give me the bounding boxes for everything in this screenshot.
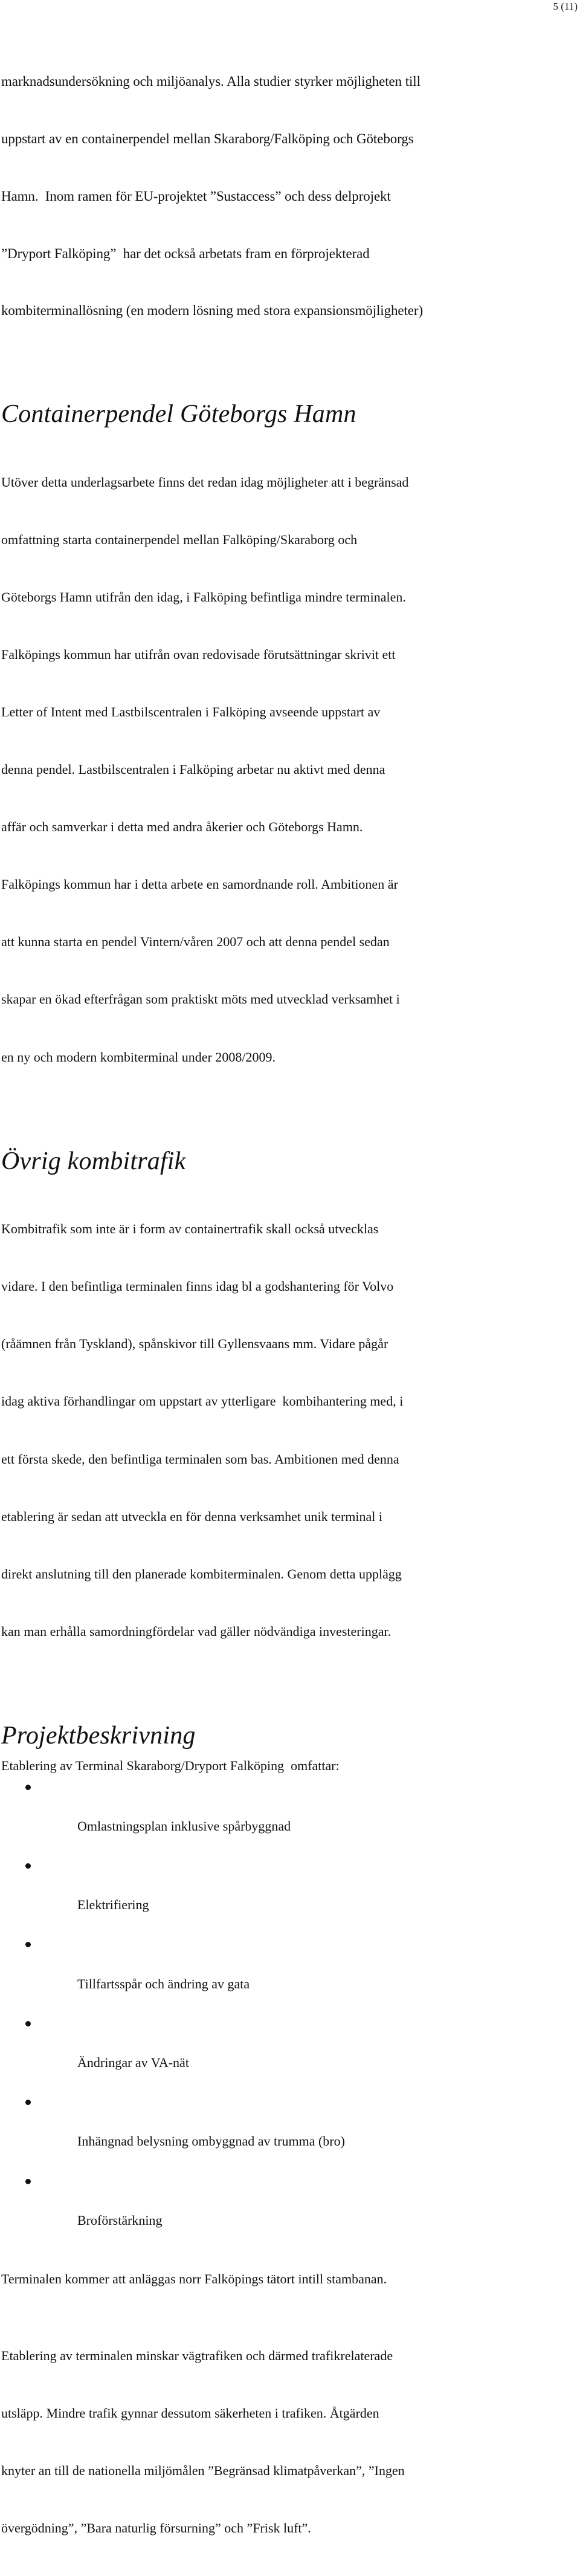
bullet-text: Inhängnad belysning ombyggnad av trumma (bro) (77, 2133, 345, 2149)
spacer (1, 2289, 575, 2308)
bullet-icon (25, 1863, 31, 1869)
paragraph-line: knyter an till de nationella miljömålen ”Begränsad klimatpåverkan”, ”Ingen (1, 2463, 405, 2479)
paragraph-line: Utöver detta underlagsarbete finns det redan idag möjligheter att i begränsad (1, 474, 409, 490)
bullet-item (1, 1856, 575, 1935)
paragraph-line: skapar en ökad efterfrågan som praktiskt möts med utvecklad verksamhet i (1, 991, 400, 1007)
intro-paragraph (1, 34, 575, 358)
bullet-item (1, 2092, 575, 2171)
bullet-item (1, 2014, 575, 2092)
bullet-text: Broförstärkning (77, 2212, 163, 2228)
paragraph-line: att kunna starta en pendel Vintern/våren 2007 och att denna pendel sedan (1, 934, 390, 950)
bullet-icon (25, 2021, 31, 2026)
intro-line: marknadsundersökning och miljöanalys. Alla studier styrker möjligheten till (1, 74, 420, 89)
bullet-text: Elektrifiering (77, 1897, 149, 1913)
paragraph-line: vidare. I den befintliga terminalen finns idag bl a godshantering för Volvo (1, 1279, 394, 1294)
ovrig-paragraph (1, 1181, 575, 1679)
paragraph-line: Göteborgs Hamn utifrån den idag, i Falköping befintliga mindre terminalen. (1, 589, 406, 605)
projekt-intro: Etablering av Terminal Skaraborg/Dryport Falköping omfattar: (1, 1757, 340, 1773)
paragraph-line: en ny och modern kombiterminal under 2008/2009. (1, 1049, 276, 1065)
bullet-text: Omlastningsplan inklusive spårbyggnad (77, 1818, 291, 1834)
environment-paragraph (1, 2308, 575, 2576)
page-number: 5 (11) (553, 1, 578, 12)
paragraph-line: Falköpings kommun har i detta arbete en samordnande roll. Ambitionen är (1, 877, 398, 892)
bullet-item (1, 2172, 575, 2250)
paragraph-line: övergödning”, ”Bara naturlig försurning” och ”Frisk luft”. (1, 2520, 311, 2536)
heading-containerpendel: Containerpendel Göteborgs Hamn (1, 400, 356, 429)
intro-line: kombiterminallösning (en modern lösning med stora expansionsmöjligheter) (1, 303, 424, 319)
bullet-text: Tillfartsspår och ändring av gata (77, 1976, 250, 1991)
bullet-icon (25, 2179, 31, 2184)
intro-line: Hamn. Inom ramen för EU-projektet ”Sustaccess” och dess delprojekt (1, 188, 391, 204)
bullet-icon (25, 1942, 31, 1947)
bullet-icon (25, 1785, 31, 1790)
containerpendel-paragraph (1, 434, 575, 1105)
paragraph-line: kan man erhålla samordningfördelar vad gäller nödvändiga investeringar. (1, 1623, 392, 1639)
spacer (1, 2250, 575, 2269)
intro-line: ”Dryport Falköping” har det också arbetats fram en förprojekterad (1, 245, 370, 261)
paragraph-line: Falköpings kommun har utifrån ovan redovisade förutsättningar skrivit ett (1, 646, 396, 662)
paragraph-line: Kombitrafik som inte är i form av containertrafik skall också utvecklas (1, 1221, 379, 1237)
intro-line: uppstart av en containerpendel mellan Skaraborg/Falköping och Göteborgs (1, 131, 414, 146)
paragraph-line: affär och samverkar i detta med andra åkerier och Göteborgs Hamn. (1, 819, 363, 835)
bullet-item (1, 1777, 575, 1856)
bullet-item (1, 1935, 575, 2013)
paragraph-line: idag aktiva förhandlingar om uppstart av ytterligare kombihantering med, i (1, 1393, 404, 1409)
document-body (1, 34, 575, 2576)
paragraph-line: etablering är sedan att utveckla en för denna verksamhet unik terminal i (1, 1508, 383, 1524)
paragraph-line: denna pendel. Lastbilscentralen i Falköping arbetar nu aktivt med denna (1, 762, 385, 777)
heading-ovrig-kombitrafik: Övrig kombitrafik (1, 1147, 186, 1175)
paragraph-line: Etablering av terminalen minskar vägtrafiken och därmed trafikrelaterade (1, 2348, 393, 2364)
bullet-list (1, 1777, 575, 2250)
terminal-location-paragraph: Terminalen kommer att anläggas norr Falköpings tätort intill stambanan. (1, 2271, 387, 2286)
paragraph-line: Letter of Intent med Lastbilscentralen i Falköping avseende uppstart av (1, 704, 381, 719)
paragraph-line: (råämnen från Tyskland), spånskivor till Gyllensvaans mm. Vidare pågår (1, 1336, 388, 1352)
bullet-icon (25, 2100, 31, 2105)
paragraph-line: omfattning starta containerpendel mellan Falköping/Skaraborg och (1, 531, 358, 547)
heading-projektbeskrivning: Projektbeskrivning (1, 1721, 196, 1750)
paragraph-line: ett första skede, den befintliga terminalen som bas. Ambitionen med denna (1, 1451, 399, 1467)
paragraph-line: utsläpp. Mindre trafik gynnar dessutom säkerheten i trafiken. Åtgärden (1, 2406, 379, 2421)
bullet-text: Ändringar av VA-nät (77, 2055, 189, 2070)
paragraph-line: direkt anslutning till den planerade kombiterminalen. Genom detta upplägg (1, 1566, 402, 1582)
